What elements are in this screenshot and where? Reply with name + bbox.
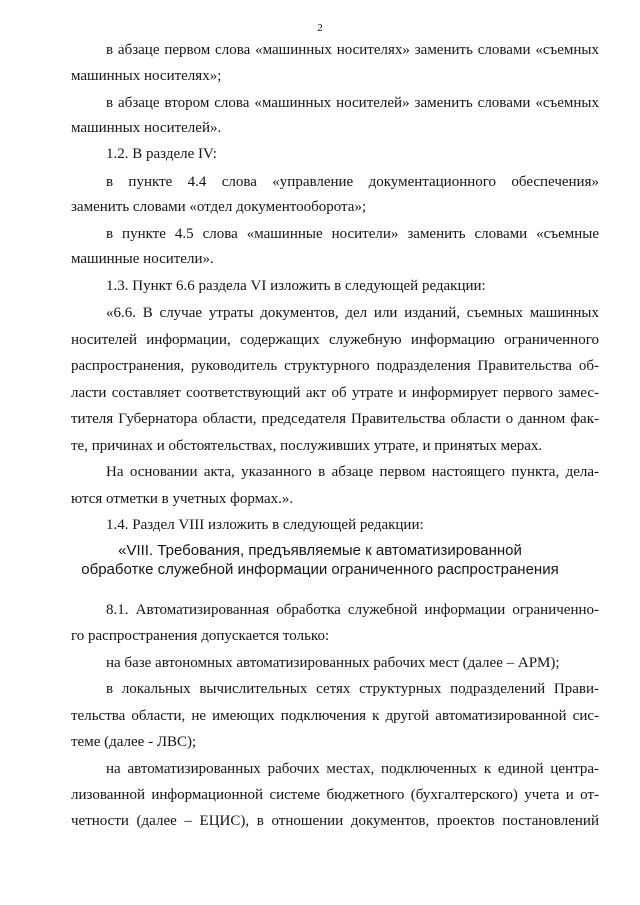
text-line: в абзаце втором слова «машинных носителей» заменить словами «съемных [106,95,599,111]
text-line: машинные носители». [71,251,214,267]
text-line: теме (далее - ЛВС); [71,734,197,750]
text-line: го распространения допускается только: [71,628,330,644]
text-line: на автоматизированных рабочих местах, подключенных к единой центра- [106,761,599,777]
text-line: заменить словами «отдел документооборота»; [71,199,367,215]
section-item-1-3: 1.3. Пункт 6.6 раздела VI изложить в следующей редакции: [106,278,486,294]
text-line: 8.1. Автоматизированная обработка служебной информации ограниченно- [106,602,599,618]
text-line: в пункте 4.4 слова «управление документационного обеспечения» [106,174,599,190]
text-line: в пункте 4.5 слова «машинные носители» заменить словами «съемные [106,226,599,242]
text-line: лизованной информационной системе бюджетного (бухгалтерского) учета и от- [71,787,599,803]
text-line: ласти составляет соответствующий акт об утрате и информирует первого замес- [71,385,599,401]
text-line: четности (далее – ЕЦИС), в отношении документов, проектов постановлений [71,813,599,829]
text-line: ются отметки в учетных формах.». [71,491,294,507]
section-item-1-2: 1.2. В разделе IV: [106,146,217,162]
section-heading: «VIII. Требования, предъявляемые к автоматизированной [118,542,522,559]
text-line: на базе автономных автоматизированных рабочих мест (далее – АРМ); [106,655,560,671]
text-line: в абзаце первом слова «машинных носителях» заменить словами «съемных [106,42,599,58]
page-number: 2 [317,22,323,34]
text-line: тителя Губернатора области, председателя Правительства области о данном фак- [71,411,599,427]
text-line: в локальных вычислительных сетях структурных подразделений Прави- [106,681,599,697]
text-line: тельства области, не имеющих подключения к другой автоматизированной сис- [71,708,599,724]
text-line: машинных носителях»; [71,68,222,84]
text-line: На основании акта, указанного в абзаце первом настоящего пункта, делa- [106,464,599,480]
text-line: машинных носителей». [71,120,222,136]
text-line: «6.6. В случае утраты документов, дел или изданий, съемных машинных [106,305,599,321]
text-line: носителей информации, содержащих служебную информацию ограниченного [71,332,599,348]
text-line: те, причинах и обстоятельствах, послуживших утрате, и принятых мерах. [71,438,543,454]
section-heading: обработке служебной информации ограниченного распространения [81,561,559,578]
text-line: распространения, руководитель структурного подразделения Правительства об- [71,358,599,374]
section-item-1-4: 1.4. Раздел VIII изложить в следующей редакции: [106,517,424,533]
